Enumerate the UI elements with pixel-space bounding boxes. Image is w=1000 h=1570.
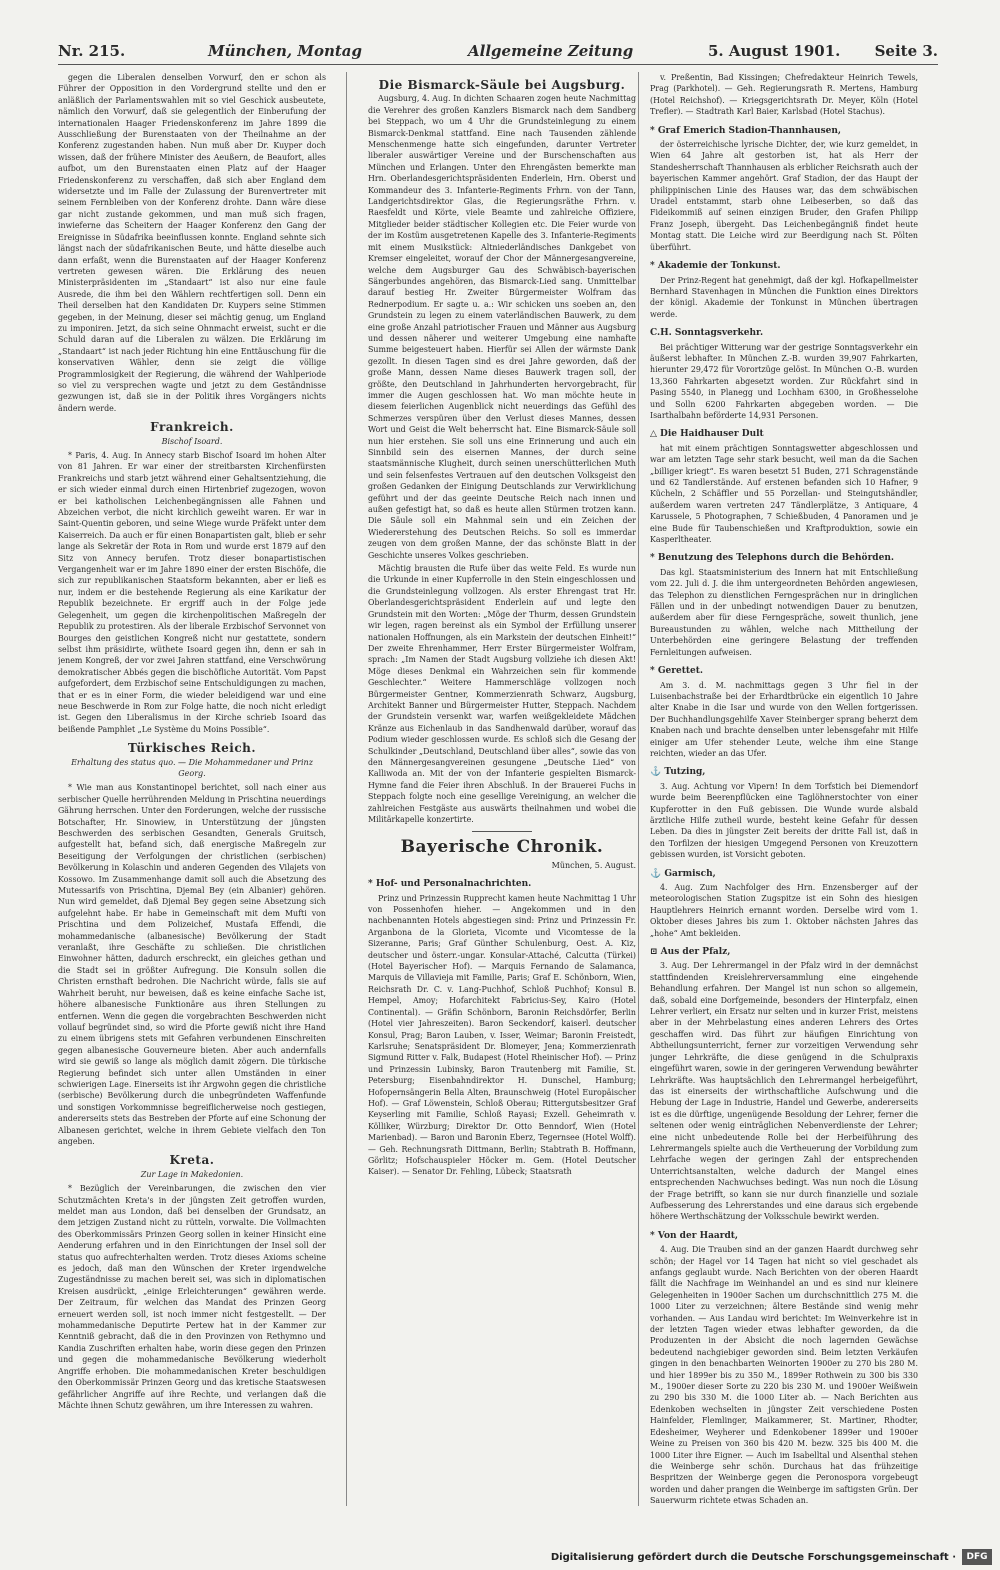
article-text: hat mit einem prächtigen Sonntagswetter abgeschlossen und war am letzten Tage sehr stark besucht, weil man da die Sachen „billiger kriegt“. Es waren besetzt 51 Buden, 271 Schragenstände und 62 Tandlerstände. Auf erstenen befanden sich 10 Hafner, 9 Kücheln, 2 Schäffler und 55 Porzellan- und Steingutshändler, außerdem waren vertreten 247 Tändlerplätze, 3 Antiquare, 4 Karussele, 5 Photographen, 7 Schießbuden, 4 Panoramen und je eine Bude für Taubenschießen und Kraftproduktion, sowie ein Kasperltheater.: [650, 443, 918, 545]
article-text: 4. Aug. Die Trauben sind an der ganzen Haardt durchweg sehr schön; der Hagel vor 14 Tagen hat nicht so viel geschadet als anfangs geglaubt wurde. Nach Berichten von der oberen Haardt fällt die Nachfrage im Weinhandel an und es sind nur kleinere Gelegenheiten in 1900er Sachen um durchschnittlich 275 M. die 1000 Liter zu verzeichnen; ältere Bestände sind wenig mehr vorhanden. — Aus Landau wird berichtet: Im Weinverkehre ist in der letzten Tagen wieder etwas lebhafter geworden, da die Produzenten in der Absicht die noch lagernden Gewächse bedeutend nachgiebiger geworden sind. Beim letzten Verkäufen gingen in den benachbarten Weinorten 1900er zu 270 bis 280 M. und hier 1899er bis zu 350 M., 1899er Rothwein zu 300 bis 330 M., 1900er dieser Sorte zu 220 bis 230 M. und 1900er Weißwein zu 290 bis 330 M. die 1000 Liter ab. — Nach Berichten aus Edenkoben wechselten in jüngster Zeit verschiedene Posten Hainfelder, Flemlinger, Maikammerer, St. Martiner, Rhodter, Edesheimer, Weyherer und Edenkobener 1899er und 1900er Weine zu Preisen von 360 bis 420 M. bezw. 325 bis 400 M. die 1000 Liter ihre Eigner. — Auch im Isabelltal und Alsenthal stehen die Weinberge sehr schön. Durchaus hat das frühzeitige Bespritzen der Weinberge gegen die Peronospora vorgebeugt worden und daher prangen die Weinberge im saftigsten Grün. Der Sauerwurm richtete etwas Schaden an.: [650, 1245, 918, 1506]
digitization-footer: [0, 1540, 1000, 1570]
article-text: der österreichische lyrische Dichter, der, wie kurz gemeldet, in Wien 64 Jahre alt gestorben ist, hat als Herr der Standesherrschaft Thannhausen als erblicher Reichsrath auch der bayerischen Kammer angehört. Graf Stadion, der das Haupt der philippinischen Linie des Hauses war, das dem schwäbischen Uradel entstammt, starb ohne Leibeserben, so daß das Fideikommiß auf seinen einzigen Bruder, den Grafen Philipp Franz Joseph, übergeht. Das Leichenbegängniß findet heute Montag statt. Die Leiche wird zur Beerdigung nach St. Pölten überführt.: [650, 140, 918, 252]
issue-number: Nr. 215.: [58, 42, 126, 60]
news-item-heading: * Akademie der Tonkunst.: [650, 261, 781, 272]
section-heading: Frankreich.: [150, 420, 234, 435]
column-divider: [346, 72, 347, 1506]
dfg-logo: DFG: [962, 1549, 992, 1565]
article-text: v. Preßentin, Bad Kissingen; Chefredakteur Heinrich Tewels, Prag (Parkhotel). — Geh. Regierungsrath R. Mertens, Hamburg (Hotel Reichshof). — Kriegsgerichtsrath Dr. Meyer, Köln (Hotel Trefler). — Stadtrath Karl Baier, Karlsbad (Hotel Stachus).: [650, 73, 918, 117]
paper-title: Allgemeine Zeitung: [468, 42, 634, 60]
article-text: Prinz und Prinzessin Rupprecht kamen heute Nachmittag 1 Uhr von Possenhofen hieher. — Angekommen und in den nachbenannten Hotels abgestiegen sind: Prinz und Prinzessin Fr. Arganbona de la Glorieta, Vicomte und Vicomtesse de la Sizeranne, Paris; Graf Günther Schulenburg, Oest. A. Kiz, deutscher und österr.-ungar. Konsular-Attaché, Calcutta (Türkei) (Hotel Bayerischer Hof). — Marquis Fernando de Salamanca, Marquis de Villavieja mit Familie, Paris; Graf E. Schönborn, Wien, Reichsrath Dr. C. v. Lang-Puchhof, Schloß Puchhof; Konsul B. Hempel, Amoy; Hofarchitekt Fabricius-Sey, Kairo (Hotel Continental). — Gräfin Schönborn, Baronin Reichsdörfer, Berlin (Hotel vier Jahreszeiten). Baron Seckendorf, kaiserl. deutscher Konsul, Prag; Baron Lauben, v. Isser, Weimar; Baronin Freistedt, Karlsruhe; Senatspräsident Dr. Blomeyer, Jena; Kommerzienrath Sigmund Ritter v. Falk, Budapest (Hotel Rheinischer Hof). — Prinz und Prinzessin Lubinsky, Baron Trautenberg mit Familie, St. Petersburg; Eisenbahndirektor H. Dunschel, Hamburg; Hofopernsängerin Bella Alten, Braunschweig (Hotel Europäischer Hof). — Graf Löwenstein, Schloß Oberau; Rittergutsbesitzer Graf Keyserling mit Familie, Schloß Rayasi; Exzell. Geheimrath v. Kölliker, Würzburg; Direktor Dr. Otto Benndorf, Wien (Hotel Marienbad). — Baron und Baronin Eberz, Tegernsee (Hotel Wolff). — Geh. Rechnungsrath Dittmann, Berlin; Stabtrath B. Hoffmann, Görlitz; Hofschauspieler Höcker m. Gem. (Hotel Deutscher Kaiser). — Senator Dr. Fehling, Lübeck; Staatsrath: [368, 893, 636, 1177]
news-item-heading: * Gerettet.: [650, 666, 704, 677]
article-text: Mächtig brausten die Rufe über das weite Feld. Es wurde nun die Urkunde in einer Kupferrolle in den Stein eingeschlossen und die Grundsteinlegung vollzogen. Als erster Ehrengast trat Hr. Oberlandesgerichtspräsident Enderlein auf und legte den Grundstein mit den Worten: „Möge der Thurm, dessen Grundstein wir legen, ragen bereinst als ein Symbol der Erfüllung unserer nationalen Hoffnungen, als ein Markstein der deutschen Einheit!“ Der zweite Ehrenhammer, Herr Erster Bürgermeister Wolfram, sprach: „Im Namen der Stadt Augsburg vollziehe ich diesen Akt! Möge dieses Denkmal ein Wahrzeichen sein für kommende Geschlechter.“ Weitere Hammerschläge vollzogen noch Bürgermeister Gentner, Kommerzienrath Schwarz, Augsburg, Architekt Banner und Bürgermeister Hutter, Steppach. Nachdem der Grundstein versenkt war, warfen weißgekleidete Mädchen Kränze aus Eichenlaub in das Sandhenwald darüber, worauf das Podium wieder geschlossen wurde. Es schloß sich die Gesang der Schulkinder „Deutschland, Deutschland über alles“, sowie das von den Männergesangvereinen gesungene „Deutsche Lied“ von Kalliwoda an. Mit der von der Infanterie gespielten Bismarck-Hymne fand die Feier ihren Abschluß. In der Brauerei Fuchs in Steppach folgte noch eine gesellige Vereinigung, an welcher die zahlreichen Festgäste aus auswärts theilnahmen und wobei die Militärkapelle konzertirte.: [368, 564, 636, 824]
article-text: Am 3. d. M. nachmittags gegen 3 Uhr fiel in der Luisenbachstraße bei der Erhardtbrücke ein eigentlich 10 Jahre alter Knabe in die Isar und wurde von den Wellen fortgerissen. Der Buchhandlungsgehilfe Xaver Steinberger sprang beherzt dem Knaben nach und brachte denselben unter lebensgefahr mit Hilfe einiger am Ufer stehender Leute, welche ihm eine Stange reichten, wieder an das Ufer.: [650, 680, 918, 758]
article-text: 3. Aug. Achtung vor Vipern! In dem Torfstich bei Diemendorf wurde beim Beerenpflücken eine Taglöhnerstochter von einer Kupferotter in den Fuß gebissen. Die Wunde wurde alsbald ärztliche Hilfe zutheil wurde, besteht keine Gefahr für dessen Leben. Da dies in jüngster Zeit bereits der dritte Fall ist, daß in den Torfilzen der hiesigen Umgegend Personen von Kreuzottern gebissen wurden, ist Vorsicht geboten.: [650, 781, 918, 860]
column-1: [58, 72, 326, 1506]
news-item-heading: ⊡ Aus der Pfalz,: [650, 947, 731, 958]
section-heading: Türkisches Reich.: [127, 741, 257, 756]
article-text: * Bezüglich der Vereinbarungen, die zwischen den vier Schutzmächten Kreta's in der jüngsten Zeit getroffen wurden, meldet man aus London, daß bei denselben der Grundsatz, an dem jetzigen Zustand nicht zu rütteln, vorwalte. Die Vollmachten des Oberkommissärs Prinzen Georg sollen in keiner Hinsicht eine Aenderung erfahren und in den Einrichtungen der Insel soll der status quo aufrechterhalten werden. Trotz dieses Axioms scheine es jedoch, daß man den Wünschen der Kreter irgendwelche Zugeständnisse zu machen bereit sei, was sich in diplomatischen Kreisen ausdrückt, „einige Erleichterungen“ gewähren werde. Der Zeitraum, für welchen das Mandat des Prinzen Georg erneuert werden soll, ist noch immer nicht festgestellt. — Der mohammedanische Deputirte Pertew hat in der Kammer zur Kenntniß gebracht, daß die in den Provinzen von Rethymno und Kandia Zuschriften erhalten habe, worin diese gegen den Prinzen und gegen die mohammedanische Bevölkerung wiederholt Angriffe erhoben. Die mohammedanischen Kreter beschuldigen den Oberkommissär Prinzen Georg und das kretische Staatswesen gefährlicher Angriffe auf ihre Rechte, und verlangen daß die Mächte ihnen Schutz gewähren, um ihre Interessen zu wahren.: [58, 1184, 326, 1410]
section-heading: Bayerische Chronik.: [400, 837, 604, 858]
article-headline: Die Bismarck-Säule bei Augsburg.: [378, 78, 626, 92]
article-text: * Paris, 4. Aug. In Annecy starb Bischof Isoard im hohen Alter von 81 Jahren. Er war einer der streitbarsten Kirchenfürsten Frankreichs und starb jetzt während einer Gehaltsentziehung, die er sich wieder einmal durch einen Hirtenbrief zugezogen, wovon er bei katholischen Leichenbegängnissen alle Fahnen und Abzeichen verbot, die nicht kirchlich geweiht waren. Er war in Saint-Quentin geboren, und seine Wiege wurde Präfekt unter dem Kaiserreich. Da auch er für einen Bonapartisten galt, blieb er sehr lange als Sekretär der Rota in Rom und wurde erst 1879 auf den Sitz von Annecy berufen. Trotz dieser bonapartistischen Vergangenheit war er im Jahre 1890 einer der ersten Bischöfe, die sich zur republikanischen Staatsform bekannten, aber er ließ es nur, indem er die bestehende Regierung als eine Karikatur der Republik bezeichnete. Er ergriff auch in der Folge jede Gelegenheit, um gegen die kirchenpolitischen Maßregeln der Republik zu protestiren. Als der liberale Erzbischof Servonnet von Bourges den geistlichen Kongreß nicht nur gestattete, sondern selbst ihm präsidirte, wüthete Isoard gegen ihn, denn er sah in jenem Kongreß, der vor zwei Jahren stattfand, eine Verschwörung demokratischer Abbés gegen die bischöfliche Autorität. Vom Papst aufgefordert, dem Erzbischof seine Entschuldigungen zu machen, that er es in einer Form, die wieder beleidigend war und eine neue Beschwerde in Rom zur Folge hatte, die noch nicht erledigt ist. Gegen den Liberalismus in der Kirche schrieb Isoard das beißende Pamphlet „Le Système du Moins Possible“.: [58, 451, 326, 734]
column-3: [650, 72, 918, 1506]
article-text: Bei prächtiger Witterung war der gestrige Sonntagsverkehr ein äußerst lebhafter. In München Z.-B. wurden 39,907 Fahrkarten, hierunter 29,472 für Vorortzüge gelöst. In München O.-B. wurden 13,360 Fahrkarten abgesetzt worden. Zur Rückfahrt sind in Pasing 5540, in Planegg und Lochham 6300, in Großhesselohe und Solln 6200 Fahrkarten abgegeben worden. — Die Isarthalbahn beförderte 14,931 Personen.: [650, 342, 918, 420]
article-text: * Wie man aus Konstantinopel berichtet, soll nach einer aus serbischer Quelle herrührenden Meldung in Prischtina neuerdings Gährung herrschen. Unter den Forderungen, welche der russische Botschafter, Hr. Sinowiew, in Unterstützung der jüngsten Beschwerden des serbischen Gesandten, Generals Gruitsch, aufgestellt hat, befand sich, daß energische Maßregeln zur Beseitigung der Verfolgungen der christlichen (serbischen) Bevölkerung in Kolaschin und anderen Gegenden des Vilajets von Kossowo. Im Zusammenhange damit soll auch die Absetzung des Mutessarifs von Prischtina, Djemal Bey (ein Albanier) gehören. Nun wird gemeldet, daß Djemal Bey gegen seine Absetzung sich aufgelehnt habe. Er habe in Gemeinschaft mit dem Mufti von Prischtina und dem Polizeichef, Mustafa Effendi, die mohammedanische (albanesische) Bevölkerung der Stadt veranlaßt, ihre Geschäfte zu schließen. Die christlichen Einwohner hätten, dadurch erschreckt, ein gleiches gethan und die Stadt sei in größter Aufregung. Die Konsuln sollen die Christen ernsthaft bedrohen. Die Nachricht würde, falls sie auf Wahrheit beruht, nur beweisen, daß es keine einfache Sache ist, höhere albanesische Funktionäre aus ihren Stellungen zu entfernen. Wenn die gegen die vorgebrachten Beschwerden nicht vollauf begründet sind, so wird die Pforte gewiß nicht ihre Hand zu einem übrigens stets mit Gefahren verbundenen Einschreiten gegen albanesische Gouverneure bieten. Aber auch andernfalls wird sie gewiß so lange als möglich damit zögern. Die türkische Regierung befindet sich unter allen Umständen in einer schwierigen Lage. Einerseits ist ihr Argwohn gegen die christliche (serbische) Bevölkerung durch die unbegründeten Waffenfunde und sonstigen Vorkommnisse begreiflicherweise noch gestiegen, andererseits stets das Bestreben der Pforte auf eine Schonung der Albanesen gerichtet, welche in ihrem Gebiete vielfach den Ton angeben.: [58, 783, 326, 1146]
article-text: Augsburg, 4. Aug. In dichten Schaaren zogen heute Nachmittag die Verehrer des großen Kanzlers Bismarck nach dem Sandberg bei Steppach, wo um 4 Uhr die Grundsteinlegung zu einem Bismarck-Denkmal stattfand. Eine nach Tausenden zählende Menschenmenge hatte sich eingefunden, darunter Vertreter liberaler auswärtiger Vereine und der Burschenschaften aus München und Erlangen. Unter den Ehrengästen bemerkte man Hrn. Oberlandesgerichtspräsidenten Enderlein, Hrn. Oberst und Kommandeur des 3. Infanterie-Regiments Frhrn. von der Tann, Landgerichtsdirektor Glas, die Regierungsräthe Frhrn. v. Raesfeldt und Körte, viele Beamte und zahlreiche Offiziere, Mitglieder beider städtischer Kollegien etc. Die Feier wurde von der im Kostüm ausgetretenen Kapelle des 3. Infanterie-Regiments mit einem Musikstück: Altniederländisches Dankgebet von Kremser eingeleitet, worauf der Chor der Männergesangvereine, welche dem Augsburger Gau des Schwäbisch-bayerischen Sängerbundes angehören, das Bismarck-Lied sang. Unmittelbar darauf bestieg Hr. Zweiter Bürgermeister Wolfram das Rednerpodium. Er sagte u. a.: Wir schicken uns soeben an, den Grundstein zu legen zu einem vaterländischen Bauwerk, zu dem eine große Anzahl patriotischer Frauen und Männer aus Augsburg und dessen näherer und weiterer Umgebung eine namhafte Summe beigesteuert haben. Hierfür sei Allen der wärmste Dank gezollt. In diesen Tagen sind es drei Jahre geworden, daß der große Mann, dessen Name dieses Bauwerk tragen soll, der größte, den Deutschland in Jahrhunderten hervorgebracht, für immer die Augen geschlossen hat. Wo man möchte heute in diesem feierlichen Augenblick nicht neuerdings das Gefühl des Schmerzes verspüren über den Verlust dieses Mannes, dessen Wort und Geist die Welt beherrscht hat. Eine Bismarck-Säule soll nun hier erstehen. Sie soll uns eine Erinnerung und auch ein Sinnbild sein des eisernen Mannes, der durch seine staatsmännische Klugheit, durch seinen unerschütterlichen Muth und sein felsenfestes Vertrauen auf den deutschen Volksgeist den großen Gedanken der Einigung Deutschlands zur Verwirklichung geführt und der das geeinte Deutsche Reich nach innen und außen gefestigt hat, so daß es heute allen Stürmen trotzen kann. Die Säule soll ein Mahnmal sein und ein Zeichen der Wiedererstehung des Deutschen Reichs. So soll es immerdar zeugen von dem großen Manne, der das schönste Blatt in der Geschichte unseres Volkes geschrieben.: [368, 94, 636, 560]
article-text: gegen die Liberalen denselben Vorwurf, den er schon als Führer der Opposition in den Vordergrund stellte und den er anläßlich der Parlamentswahlen mit so viel Geschick ausbeutete, nämlich den Vorwurf, daß sie gelegentlich der Einberufung der internationalen Haager Friedenskonferenz im Jahre 1899 die Ausschließung der Burenstaaten von der Theilnahme an der Konferenz zugestanden haben. Nun muß aber Dr. Kuyper doch wissen, daß der frühere Minister des Aeußern, de Beaufort, alles aufbot, um den Burenstaaten einen Platz auf der Haager Friedenskonferenz zu verschaffen, daß sich aber England dem widersetzte und im Falle der Zulassung der Burenvertreter mit seinem Fernbleiben von der Konferenz drohte. Dann wäre diese gar nicht zustande gekommen, und man muß sich fragen, inwieferne das Scheitern der Haager Konferenz den Gang der Ereignisse in Südafrika beeinflussen konnte. England sehnte sich längst nach der südafrikanischen Beute, und hätte dieselbe auch dann erfaßt, wenn die Burenstaaten auf der Haager Konferenz vertreten gewesen wären. Die Erklärung des neuen Ministerpräsidenten im „Standaart“ ist also nur eine faule Ausrede, die ihm bei den Wählern rechtfertigen soll. Denn ein Theil derselben hat den Kandidaten Dr. Kuypers seine Stimmen gegeben, in der Meinung, dieser sei mächtig genug, um England zu imponiren. Jetzt, da sich seine Ohnmacht erweist, sucht er die Schuld daran auf die Liberalen zu wälzen. Die Erklärung im „Standaart“ ist nach jeder Richtung hin eine Enttäuschung für die konservativen Wähler, denn sie zeigt die völlige Programmlosigkeit der Regierung, die während der Wahlperiode so viel zu versprechen wagte und jetzt zu dem Geständnisse gezwungen ist, daß sie in der Politik ihres Vorgängers nichts ändern werde.: [58, 73, 326, 413]
article-text: Das kgl. Staatsministerium des Innern hat mit Entschließung vom 22. Juli d. J. die ihm untergeordneten Behörden angewiesen, das Telephon zu dienstlichen Ferngesprächen nur in dringlichen Fällen und in der unbedingt notwendigen Dauer zu benutzen, außerdem aber für diese Ferngespräche, soweit thunlich, jene Bureaustunden zu wählen, welche nach Mittheilung der Unterbehörden eine geringere Belastung der treffenden Fernleitungen aufweisen.: [650, 567, 918, 657]
news-item-heading: △ Die Haidhauser Dult: [650, 429, 764, 440]
article-text: 4. Aug. Zum Nachfolger des Hrn. Enzensberger auf der meteorologischen Station Zugspitze ist ein Sohn des hiesigen Hauptlehrers Heinrich ernannt worden. Derselbe wird vom 1. Oktober dieses Jahres bis zum 1. Oktober nächsten Jahres das „hohe“ Amt bekleiden.: [650, 883, 918, 938]
page-number: Seite 3.: [874, 42, 938, 60]
news-item-heading: C.H. Sonntagsverkehr.: [650, 328, 764, 339]
news-item-heading: ⚓ Tutzing,: [650, 767, 706, 778]
news-item-heading: ⚓ Garmisch,: [650, 868, 716, 879]
article-text: Der Prinz-Regent hat genehmigt, daß der kgl. Hofkapellmeister Bernhard Stavenhagen in München die Funktion eines Direktors der königl. Akademie der Tonkunst in München übertragen werde.: [650, 275, 918, 319]
news-item-heading: * Von der Haardt,: [650, 1230, 739, 1241]
column-divider: [638, 72, 639, 1506]
column-2: [368, 72, 636, 1506]
separator: [472, 831, 532, 832]
masthead: [58, 38, 938, 65]
news-item-heading: * Benutzung des Telephons durch die Behörden.: [650, 553, 895, 564]
funding-credit: Digitalisierung gefördert durch die Deutsche Forschungsgemeinschaft ·: [550, 1552, 956, 1563]
section-subheading: Erhaltung des status quo. — Die Mohammedaner und Prinz Georg.: [71, 757, 313, 778]
section-subheading: Bischof Isoard.: [161, 436, 223, 446]
article-text: 3. Aug. Der Lehrermangel in der Pfalz wird in der demnächst stattfindenden Kreislehrerversammlung eine eingehende Behandlung erfahren. Der Mangel ist nun schon so allgemein, daß, sobald eine Dorfgemeinde, besonders der Hinterpfalz, einen Lehrer verliert, ein Ersatz nur selten und in kurzer Frist, meistens aber in der Mehrbelastung eines anderen Lehrers des Ortes geschaffen wird. Das führt zur häufigen Einrichtung von Abtheilungsunterricht, ferner zur vorzeitigen Verwendung sehr junger Lehrkräfte, die diese genügend in die Schulpraxis eingeführt waren, sowie in der geringeren Verwendung bewährter Lehrkräfte. Was hauptsächlich den Lehrermangel herbeigeführt, das ist einerseits der wirthschaftliche Aufschwung und die Hebung der Lage in Industrie, Handel und Gewerbe, andererseits ist es die dürftige, ungenügende Besoldung der Lehrer, ferner die seltenen oder wenig einträglichen Nebenverdienste der Lehrer; eine nicht unbedeutende Rolle bei der Herbeiführung des Lehrermangels spielte auch die Vertheuerung der Vorbildung zum Lehrfache wegen der geringen Zahl der entsprechenden Unterrichtsanstalten, welche dadurch der Mangel eines entsprechenden Nachwuchses bedingt. Was nun noch die Lösung der Frage betrifft, so kann sie nur durch finanzielle und soziale Aufbesserung des Lehrerstandes und eine daraus sich ergebende höhere Werthschätzung der Volksschule bewirkt werden.: [650, 961, 918, 1222]
place-date: München, Montag: [208, 42, 362, 60]
dateline: München, 5. August.: [551, 860, 636, 870]
issue-date: 5. August 1901.: [708, 42, 841, 60]
section-heading: Kreta.: [169, 1153, 215, 1168]
news-item-heading: * Graf Emerich Stadion-Thannhausen,: [650, 125, 842, 136]
news-item-heading: * Hof- und Personalnachrichten.: [368, 879, 532, 890]
section-subheading: Zur Lage in Makedonien.: [140, 1169, 244, 1179]
